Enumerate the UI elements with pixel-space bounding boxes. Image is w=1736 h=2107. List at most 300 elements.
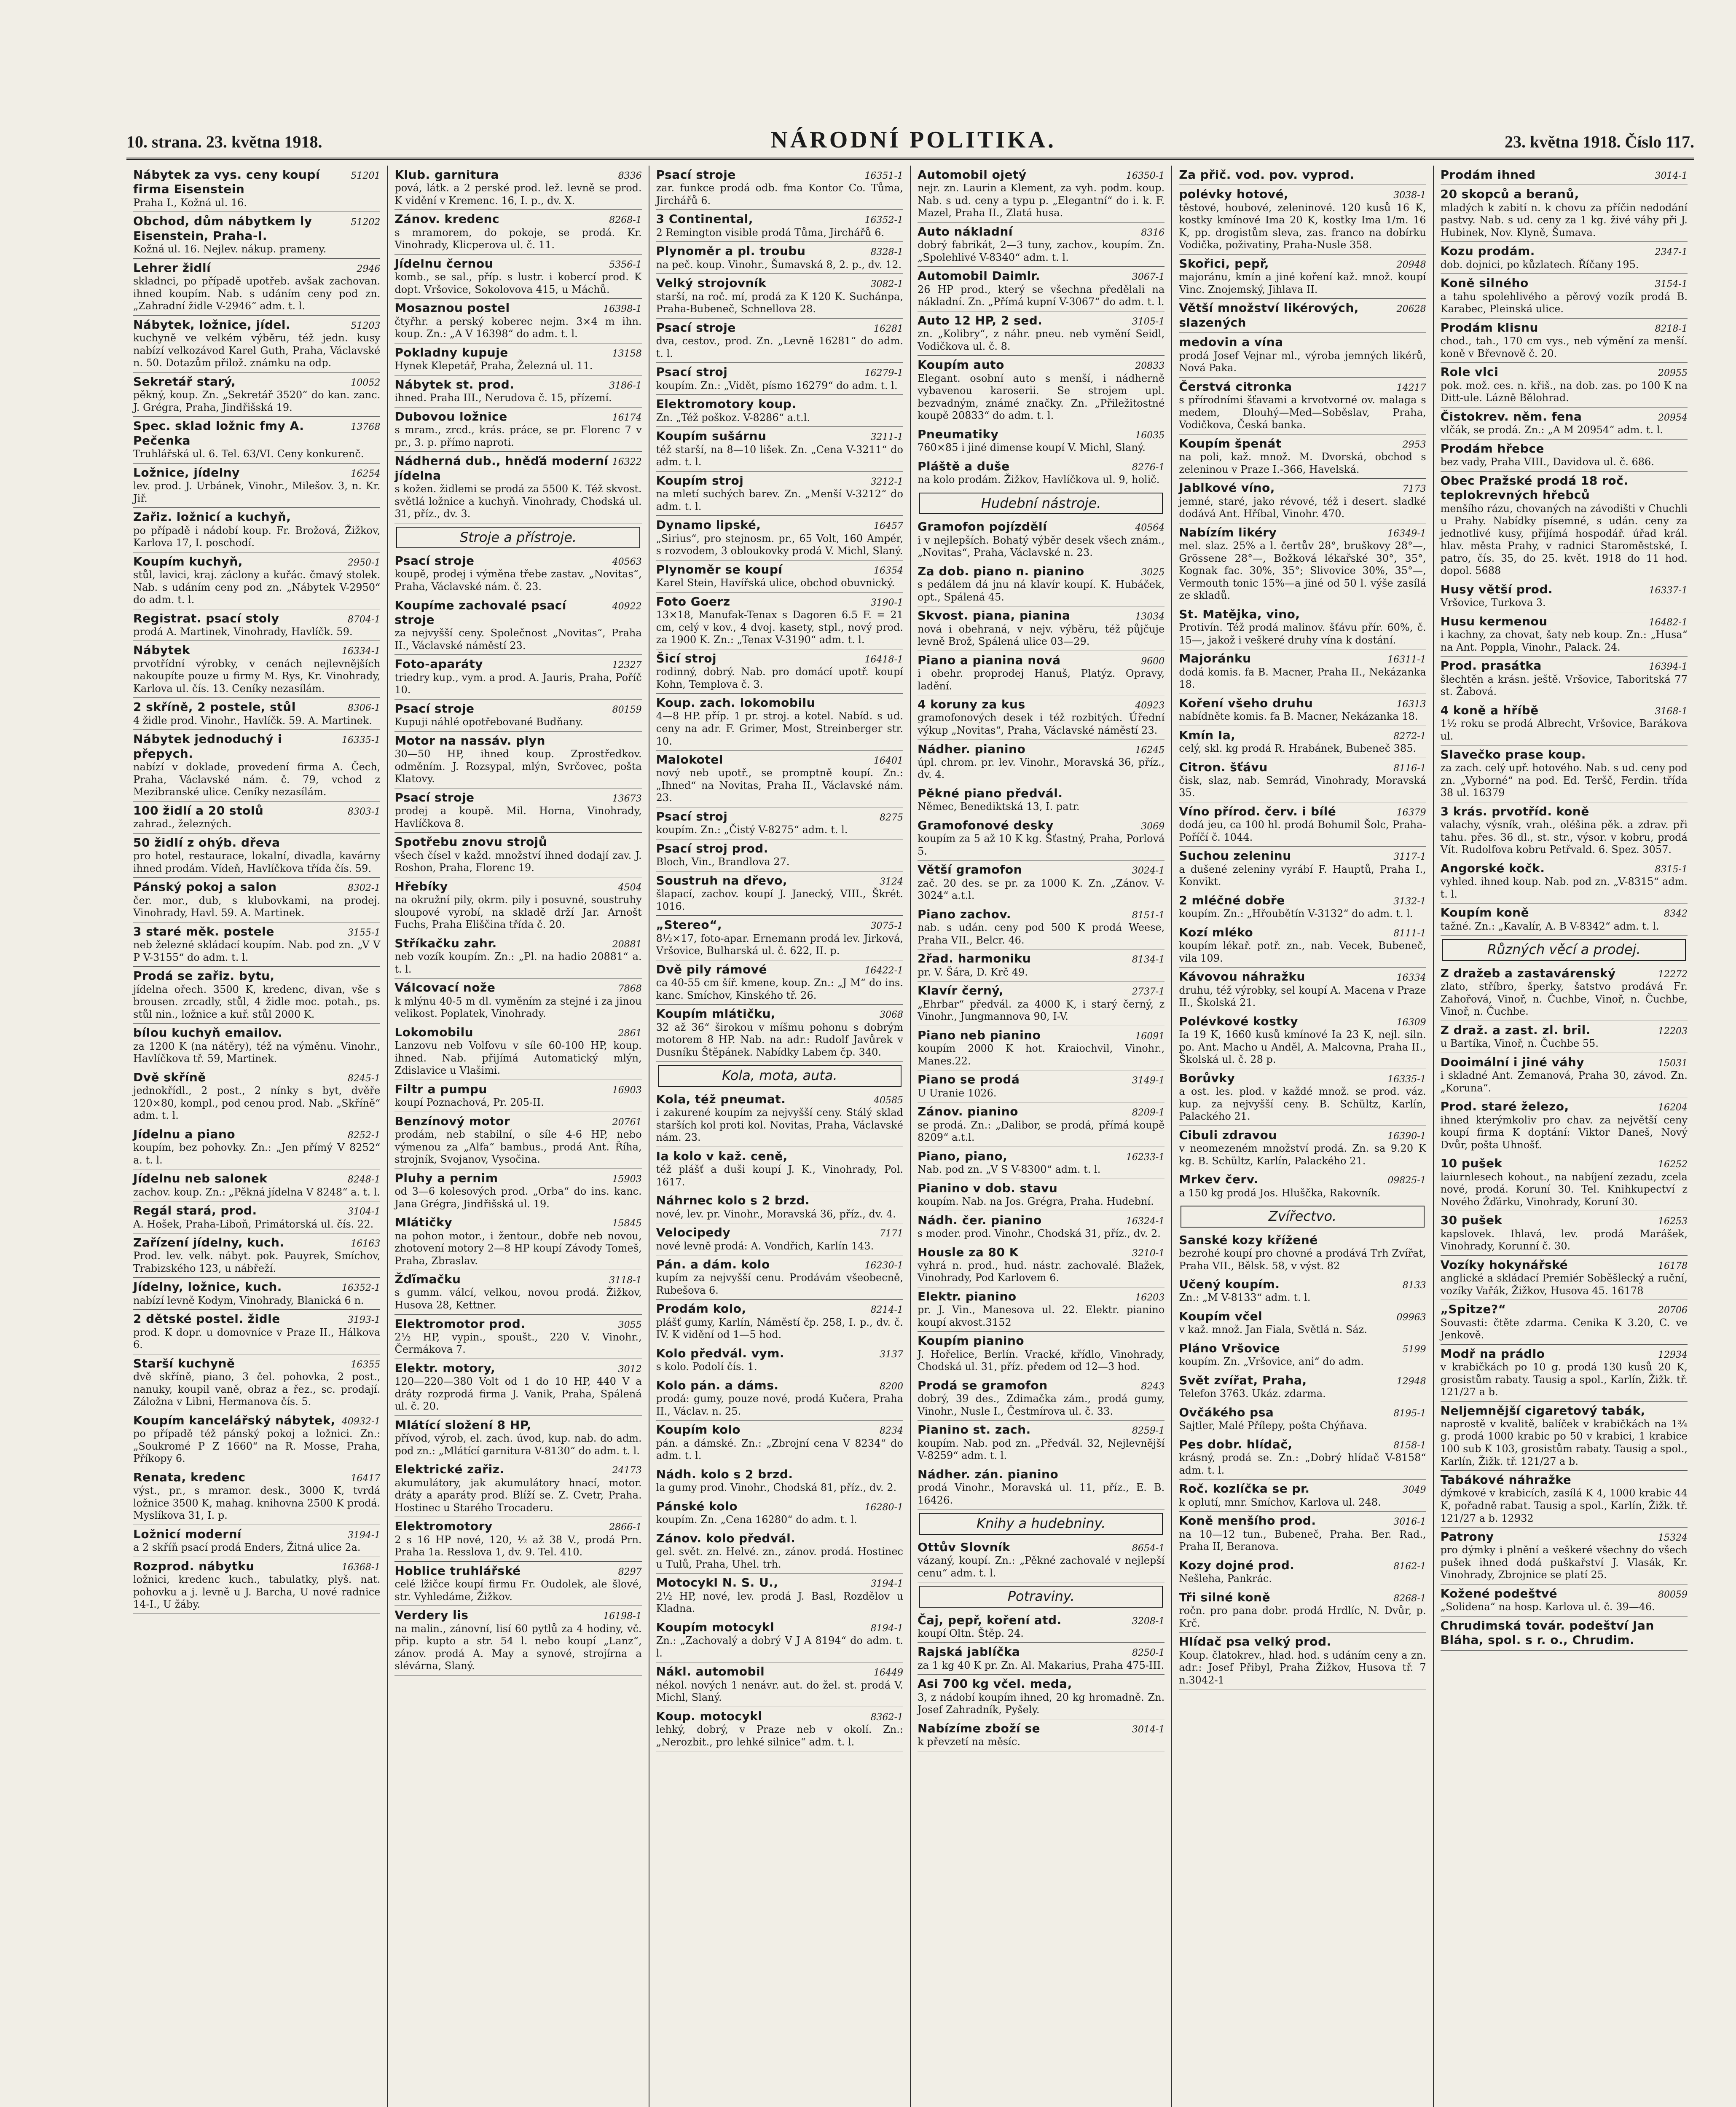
- classified-ad: [656, 1529, 903, 1574]
- ad-title: Nádher. pianino: [917, 742, 1026, 756]
- classified-ad: [656, 592, 903, 649]
- ad-body: dvě skříně, piano, 3 čel. pohovka, 2 post., nanuky, koupil vaně, obraz a řez., sc. prodají. Záložna v Libni, Hermanova čís. 5.: [133, 1371, 381, 1408]
- ad-header: [133, 1171, 380, 1186]
- ad-header: [1179, 301, 1426, 330]
- ad-body: koupím. Nab. na Jos. Grégra, Praha. Hudební.: [917, 1196, 1154, 1208]
- ad-header: [1179, 168, 1426, 182]
- classified-ad: [1179, 1556, 1426, 1588]
- ad-header: [656, 212, 903, 226]
- classified-ad: [1179, 1275, 1426, 1307]
- ad-title: Prod. prasátka: [1440, 659, 1542, 673]
- ad-code: 8315-1: [1655, 864, 1688, 875]
- ad-header: [133, 732, 380, 761]
- ad-body: na kolo prodám. Žižkov, Havlíčkova ul. 9, holič.: [917, 474, 1160, 486]
- classified-ad: [1179, 185, 1426, 255]
- classified-ad: [394, 1416, 641, 1460]
- classified-ad: [133, 878, 380, 922]
- ad-code: 16449: [873, 1667, 903, 1678]
- ad-body: prodá A. Martinek, Vinohrady, Havlíčk. 59.: [133, 625, 353, 638]
- ad-body: čtyřhr. a perský koberec nejm. 3×4 m ihn. koup. Zn.: „A V 16398“ do adm. t. l.: [394, 315, 642, 340]
- ad-title: Prodám klisnu: [1440, 320, 1538, 335]
- classified-ad: [394, 1023, 641, 1080]
- ad-title: Dvě pily rámové: [656, 962, 767, 976]
- ad-body: koupím. Zn.: „Čistý V-8275“ adm. t. l.: [656, 824, 848, 836]
- ad-title: Jídelnu černou: [394, 256, 494, 271]
- ad-code: 8259-1: [1132, 1426, 1165, 1437]
- ad-title: Nábytek: [133, 643, 191, 657]
- classified-ad: [656, 472, 903, 516]
- ad-body: zn. „Kolibry“, z náhr. pneu. neb vymění Seidl, Vodičkova ul. č. 8.: [917, 328, 1165, 352]
- ad-header: [656, 1467, 903, 1482]
- classified-ad: [1179, 1126, 1426, 1170]
- classified-ad: [1441, 1300, 1688, 1344]
- ad-title: Koupím kuchyň,: [133, 554, 243, 568]
- classified-ad: [1441, 1256, 1688, 1300]
- classified-ad: [133, 259, 380, 316]
- ad-header: [1179, 380, 1426, 394]
- ad-body: nabídněte komis. fa B. Macner, Nekázanka 18.: [1179, 710, 1418, 723]
- ad-body: J. Hořelice, Berlín. Vracké, křídlo, Vinohrady, Chodská ul. 31, příz. předem od 12—3 hod.: [917, 1348, 1165, 1373]
- ad-title: Automobil Daimlr.: [917, 269, 1041, 283]
- ad-code: 16198-1: [603, 1611, 642, 1622]
- ad-body: ihned. Praha III., Nerudova č. 15, přízemí.: [394, 392, 612, 404]
- ad-body: Elegant. osobní auto s menší, i nádherně vybavenou karoserii. Se strojem upl. bezvadným, známé značky. Zn. „Přiležitostné koupě 20833“ do adm. t. l.: [917, 372, 1165, 422]
- ad-header: [133, 318, 380, 332]
- ad-body: anglické a skládací Premiér Soběšlecký a ruční, vozíky Vařák, Žižkov, Husova 45. 16178: [1440, 1272, 1688, 1297]
- ad-code: 15845: [612, 1218, 642, 1229]
- ad-title: 4 koruny za kus: [917, 697, 1025, 712]
- ad-header: [656, 321, 903, 335]
- classified-ad: [656, 319, 903, 363]
- ad-header: [133, 836, 380, 850]
- ad-body: za 1200 K (na nátěry), též na výměnu. Vinohr., Havlíčkova tř. 59, Martinek.: [133, 1040, 381, 1065]
- ad-title: 100 židlí a 20 stolů: [133, 803, 264, 818]
- ad-title: Šicí stroj: [656, 651, 717, 665]
- ad-title: Citron. šťávu: [1179, 760, 1268, 774]
- classified-ad: [133, 316, 380, 373]
- classified-ad: [133, 1557, 380, 1614]
- ad-body: výst., pr., s mramor. desk., 3000 K, tvrdá ložnice 3500 K, mahag. knihovna 2500 K prodá. Myslíkova 31, I. p.: [133, 1485, 381, 1522]
- classified-ad: [1441, 859, 1688, 903]
- ad-header: [656, 276, 903, 290]
- ad-header: [656, 1378, 903, 1393]
- ad-body: Zn. „Též poškoz. V-8286“ a.t.l.: [656, 411, 810, 424]
- ad-title: Nabízím likéry: [1179, 525, 1277, 539]
- ad-body: k převzetí na měsíc.: [917, 1736, 1020, 1748]
- ad-header: [1179, 1482, 1426, 1496]
- ad-code: 7868: [618, 984, 642, 995]
- ad-title: „Spitze?“: [1440, 1302, 1506, 1316]
- ad-title: Koup. motocykl: [656, 1709, 762, 1723]
- ad-body: nab. s udán. ceny pod 500 K prodá Weese, Praha VII., Belcr. 46.: [917, 922, 1165, 946]
- ad-code: 13673: [612, 793, 642, 804]
- ad-title: Pianino v dob. stavu: [917, 1181, 1058, 1195]
- ad-title: Vozíky hokynářské: [1440, 1257, 1568, 1272]
- ad-code: 3012: [618, 1364, 642, 1375]
- classified-ad: [656, 395, 903, 427]
- ad-title: Pláno Vršovice: [1179, 1341, 1280, 1355]
- ad-header: [133, 1127, 380, 1142]
- ad-body: bezrohé koupí pro chovné a prodává Trh Zvířat, Praha VII., Bělsk. 58, v výst. 82: [1179, 1247, 1426, 1272]
- ad-header: [656, 1007, 903, 1021]
- ad-title: Koně silného: [1440, 276, 1529, 290]
- ad-code: 16354: [873, 565, 903, 576]
- ad-code: 16335-1: [341, 735, 381, 746]
- classified-ad: [1441, 580, 1688, 612]
- classified-ad: [133, 730, 380, 801]
- ad-header: [133, 925, 380, 939]
- ad-code: 16174: [612, 412, 642, 423]
- ad-code: 8243: [1141, 1381, 1165, 1392]
- classified-ad: [1441, 185, 1688, 242]
- ad-title: Regál stará, prod.: [133, 1204, 257, 1218]
- ad-code: 40564: [1135, 523, 1165, 533]
- ad-code: 3069: [1141, 821, 1165, 832]
- ad-header: [918, 609, 1164, 623]
- classified-ad: [918, 651, 1164, 695]
- ad-code: 16281: [873, 323, 903, 334]
- ad-body: jemné, staré, jako révové, též i desert. sladké dodává Ant. Hříbal, Vinohr. 470.: [1179, 495, 1426, 520]
- ad-header: [918, 1721, 1164, 1736]
- ad-body: Praha I., Kožná ul. 16.: [133, 196, 247, 209]
- ad-header: [1179, 1172, 1426, 1187]
- ad-body: koupím 2000 K hot. Kraiochvil, Vinohr., Manes.22.: [917, 1043, 1165, 1067]
- ad-code: 2737-1: [1132, 986, 1165, 997]
- ad-title: Pneumatiky: [917, 427, 999, 441]
- ad-code: 8111-1: [1393, 928, 1426, 939]
- ad-body: pěkný, koup. Zn. „Sekretář 3520“ do kan. zanc. J. Grégra, Praha, Jindřišská 19.: [133, 389, 381, 413]
- classified-ad: [656, 1662, 903, 1707]
- ad-header: [394, 1171, 641, 1185]
- ad-title: Prod. staré železo,: [1440, 1099, 1569, 1114]
- ad-header: [1179, 1514, 1426, 1528]
- ad-code: 16390-1: [1387, 1131, 1426, 1142]
- section-header: Různých věcí a prodej.: [1442, 939, 1686, 960]
- ad-body: vyhrá n. prod., hud. nástr. zachovalé. Blažek, Vinohrady, Pod Karlovem 6.: [917, 1259, 1165, 1284]
- classified-ad: [656, 1618, 903, 1662]
- ad-code: 8134-1: [1132, 954, 1165, 965]
- ad-code: 12948: [1396, 1376, 1426, 1387]
- ad-body: Souvasti: čtěte zdarma. Cenika K 3.20, C. ve Jenkově.: [1440, 1316, 1688, 1341]
- ad-code: 8272-1: [1393, 731, 1426, 742]
- classified-ad: [1441, 1211, 1688, 1255]
- ad-title: Svět zvířat, Praha,: [1179, 1373, 1307, 1387]
- classified-ad: [133, 802, 380, 834]
- ad-title: Nábytek jednoduchý i přepych.: [133, 732, 282, 761]
- ad-title: Motocykl N. S. U.,: [656, 1576, 778, 1590]
- ad-code: 3190-1: [870, 597, 903, 608]
- ad-code: 7171: [879, 1228, 903, 1239]
- ad-header: [918, 1613, 1164, 1627]
- ad-code: 3024-1: [1132, 866, 1165, 877]
- ad-code: 8303-1: [347, 806, 381, 817]
- ad-header: [133, 419, 380, 448]
- ad-title: Větší gramofon: [917, 863, 1022, 877]
- ad-code: 16313: [1396, 699, 1426, 710]
- ad-body: těstové, houbové, zeleninové. 120 kusů 16 K, kostky kmínové Ima 20 K, kostky Ima 1/m. 16 K, pp. drogistům sleva, zas. franco na dobírku Vodička, poživatiny, Praha-Nusle 358.: [1179, 201, 1426, 251]
- ad-code: 8158-1: [1393, 1440, 1426, 1451]
- ad-body: koupím lékař. potř. zn., nab. Vecek, Bubeneč, vila 109.: [1179, 940, 1426, 964]
- classified-ad: [918, 1102, 1164, 1147]
- column-6: [1434, 166, 1694, 2107]
- ad-code: 8248-1: [347, 1174, 381, 1185]
- ad-code: 2950-1: [347, 557, 381, 568]
- ad-body: nový neb upotř., se promptně koupí. Zn.: „Ihned“ na Novitas, Praha II., Václavské nám. 23.: [656, 767, 903, 804]
- ad-header: [133, 1204, 380, 1218]
- ad-header: [1179, 696, 1426, 710]
- ad-code: 8302-1: [347, 883, 381, 894]
- ad-body: ca 40-55 cm šíř. kmene, koup. Zn.: „J M“ do ins. kanc. Smíchov, Kinského tř. 26.: [656, 977, 903, 1001]
- classified-ad: [1441, 166, 1688, 185]
- classified-ad: [918, 267, 1164, 311]
- ad-code: 3068: [879, 1010, 903, 1021]
- ad-title: Koupím koně: [1440, 906, 1529, 920]
- ad-body: 26 HP prod., který se všechna předělali na nákladní. Zn. „Přímá kupní V-3067“ do adm. t. l.: [917, 283, 1165, 308]
- ad-body: pro dýmky i plnění a veškeré všechny do všech pušek ihned dodá puškařství J. Vlasák, Kr. Vinohrady, Zbrojnice se platí 25.: [1440, 1544, 1688, 1581]
- ad-title: Psací stroje: [394, 790, 475, 804]
- classified-ad: [656, 751, 903, 807]
- classified-ad: [133, 464, 380, 508]
- ad-code: 3055: [618, 1319, 642, 1330]
- ad-code: 3104-1: [347, 1206, 381, 1217]
- ad-header: [656, 595, 903, 609]
- ad-title: Gramofon pojízdělí: [917, 520, 1047, 534]
- ad-header: [1179, 651, 1426, 666]
- ad-body: pok. mož. ces. n. křiš., na dob. zas. po 100 K na Ditt-ule. Lázně Bělohrad.: [1440, 379, 1688, 404]
- ad-header: [918, 1028, 1164, 1043]
- classified-ad: [1179, 1633, 1426, 1689]
- ad-body: a ost. les. plod. v každé množ. se prod. váz. kup. za nejvyšší ceny. B. Schültz, Karlín, Palackého 21.: [1179, 1086, 1426, 1123]
- classified-ad: [1441, 472, 1688, 580]
- column-4: [911, 166, 1172, 2107]
- ad-title: Klub. garnitura: [394, 168, 499, 182]
- ad-header: [1441, 1530, 1688, 1544]
- classified-ad: [918, 1147, 1164, 1179]
- ad-code: 8194-1: [870, 1623, 903, 1634]
- ad-body: na malin., zánovní, lisí 60 pytlů za 4 hodiny, vč. přip. kupto a str. 54 l. nebo koupí „Lanz“, zánov. prodá A. May a synové, strojírna a slévárna, Slaný.: [394, 1622, 642, 1672]
- ad-body: starší, na roč. mí, prodá za K 120 K. Suchánpa, Praha-Bubeneč, Schnellova 28.: [656, 290, 903, 315]
- ad-code: 13768: [351, 422, 381, 433]
- ad-code: 2953: [1402, 439, 1426, 450]
- ad-body: zar. funkce prodá odb. fma Kontor Co. Tůma, Jirchářů 6.: [656, 182, 903, 206]
- ad-body: „Sirius“, pro stejnosm. pr., 65 Volt, 160 Ampér, s rozvodem, 3 obloukovky prodá V. Michl, Slaný.: [656, 532, 903, 557]
- ad-body: Protivín. Též prodá malinov. šťávu přír. 60%, č. 15—, jakož i veškeré druhy vína k dostání.: [1179, 622, 1426, 646]
- ad-code: 8297: [618, 1566, 642, 1577]
- ad-body: po případě i nádobí koup. Fr. Brožová, Žižkov, Karlova 17, I. poschodí.: [133, 524, 381, 549]
- ad-body: koupím. Zn.: „Vidět, písmo 16279“ do adm. t. l.: [656, 379, 898, 391]
- ad-code: 8151-1: [1132, 910, 1165, 921]
- ad-title: Čistokrev. něm. fena: [1440, 409, 1582, 424]
- ad-title: Ia kolo v kaž. ceně,: [656, 1149, 788, 1163]
- ad-body: ročn. pro pana dobr. prodá Hrdlíc, N. Dvůr, p. Krč.: [1179, 1605, 1426, 1629]
- ad-code: 3168-1: [1655, 706, 1688, 717]
- ad-code: 3014-1: [1132, 1724, 1165, 1735]
- ad-body: Prod. lev. velk. nábyt. pok. Pauyrek, Smíchov, Trabizského 123, u nábřeží.: [133, 1250, 381, 1274]
- classified-ad: [1441, 745, 1688, 802]
- ad-header: [1441, 748, 1688, 762]
- ad-title: Psací stroje: [394, 701, 475, 716]
- ad-header: [394, 879, 641, 894]
- ad-code: 20955: [1658, 368, 1688, 379]
- ad-header: [656, 1149, 903, 1163]
- ad-header: [1441, 321, 1688, 335]
- classified-ad: [394, 1315, 641, 1359]
- classified-ad: [918, 1538, 1164, 1582]
- classified-ad: [656, 274, 903, 318]
- classified-ad: [133, 1068, 380, 1125]
- ad-code: 8336: [618, 171, 642, 181]
- ad-body: gramofonových desek i též rozbitých. Úřední výkup „Novitas“, Praha, Václavské náměstí 23.: [917, 712, 1165, 736]
- ad-body: na 10—12 tun., Bubeneč, Praha. Ber. Rad., Praha II, Beranova.: [1179, 1528, 1426, 1553]
- classified-ad: [394, 596, 641, 655]
- ad-header: [656, 842, 903, 856]
- ad-code: 12272: [1658, 969, 1688, 980]
- classified-ad: [1179, 1339, 1426, 1371]
- ad-header: [1441, 1213, 1688, 1228]
- classified-ad: [133, 417, 380, 463]
- ad-body: nové, lev. pr. Vinohr., Moravská 36, příz., dv. 4.: [656, 1208, 896, 1220]
- classified-ad: [1179, 923, 1426, 968]
- classified-ad: [1179, 1012, 1426, 1069]
- ad-title: Registrat. psací stoly: [133, 611, 279, 625]
- ad-body: od 3—6 kolesových prod. „Orba“ do ins. kanc. Jana Grégra, Jindřišská ul. 19.: [394, 1185, 642, 1210]
- ad-code: 8252-1: [347, 1130, 381, 1141]
- classified-ad: [1441, 1402, 1688, 1471]
- ad-header: [1179, 1437, 1426, 1452]
- ad-code: 51201: [351, 171, 381, 181]
- ad-title: Automobil ojetý: [917, 168, 1027, 182]
- classified-ad: [1179, 802, 1426, 847]
- ad-header: [918, 786, 1164, 801]
- ad-title: Zařiz. ložnicí a kuchyň,: [133, 510, 291, 524]
- ad-title: Velocipedy: [656, 1225, 731, 1240]
- classified-ad: [656, 1574, 903, 1618]
- ad-code: 8245-1: [347, 1073, 381, 1084]
- ad-body: koupím. Nab. pod zn. „Předvál. 32, Nejlevnější V-8259“ adm. t. l.: [917, 1437, 1165, 1462]
- ad-body: šlapací, zachov. koupí J. Janecký, VIII., Škrét. 1016.: [656, 888, 903, 912]
- ad-title: Husy větší prod.: [1440, 582, 1553, 596]
- ad-code: 20706: [1658, 1305, 1688, 1316]
- ad-body: ložnici, kredenc kuch., tabulatky, plyš. nat. pohovku a j. levně u J. Barcha, U nové radnice 14-I., U žáby.: [133, 1574, 381, 1611]
- ad-title: Psací stroj: [656, 810, 728, 823]
- ad-body: Zn.: „M V-8133“ adm. t. l.: [1179, 1292, 1311, 1304]
- ad-title: Lehrer židlí: [133, 260, 211, 275]
- classified-ad: [918, 860, 1164, 905]
- section-header: Stroje a přístroje.: [396, 527, 640, 548]
- ad-body: 2½ HP, vypin., spoušt., 220 V. Vinohr., Čermákova 7.: [394, 1331, 642, 1356]
- ad-header: [656, 1423, 903, 1437]
- classified-ad: [1179, 1371, 1426, 1403]
- ad-header: [656, 753, 903, 767]
- ad-title: Kolo předvál. vym.: [656, 1346, 785, 1360]
- ad-code: 8306-1: [347, 703, 381, 714]
- ad-title: Kávovou náhražku: [1179, 970, 1305, 984]
- ad-body: koupím, bez pohovky. Zn.: „Jen přímý V 8252“ a. t. l.: [133, 1142, 381, 1166]
- ad-header: [656, 1576, 903, 1590]
- ad-body: na mletí suchých barev. Zn. „Menší V-3212“ do adm. t. l.: [656, 488, 903, 512]
- ad-header: [1441, 1258, 1688, 1272]
- ad-title: Elektromotory koup.: [656, 397, 797, 411]
- ad-header: [918, 697, 1164, 712]
- ad-title: 30 pušek: [1440, 1213, 1503, 1228]
- column-5: [1172, 166, 1433, 2107]
- ad-body: pr. V. Šára, D. Krč 49.: [917, 966, 1028, 978]
- ad-code: 8234: [879, 1426, 903, 1437]
- classified-ad: [133, 212, 380, 258]
- ad-title: Z draž. a zast. zl. bril.: [1440, 1023, 1591, 1037]
- ad-title: Rozprod. nábytku: [133, 1559, 255, 1573]
- ad-title: Zánov. kolo předvál.: [656, 1531, 796, 1545]
- page-info: 10. strana. 23. května 1918.: [126, 132, 322, 151]
- ad-code: 16337-1: [1649, 585, 1688, 596]
- ad-header: [1441, 442, 1688, 456]
- classified-ad: [1441, 1584, 1688, 1616]
- classified-ad: [656, 242, 903, 274]
- ad-body: nabízí v doklade, provedení firma A. Čech, Praha, Václavské nám. č. 79, vchod z Mezibranské ulice. Ceníky nezasílám.: [133, 761, 381, 798]
- ad-body: Truhlářská ul. 6. Tel. 63/VI. Ceny konkurenč.: [133, 448, 364, 460]
- ad-title: Učený koupím.: [1179, 1277, 1280, 1292]
- ad-header: [918, 520, 1164, 534]
- ad-body: nékol. nových 1 nenávr. aut. do žel. st. prodá V. Michl, Slaný.: [656, 1679, 903, 1704]
- ad-header: [394, 168, 641, 182]
- ad-title: Modř na prádlo: [1440, 1346, 1545, 1361]
- ad-body: jídelna ořech. 3500 K, kredenc, divan, vše s brousen. zrcadly, stůl, 4 židle moc. potah., ps. stůl nin., ložnice a kuř. stůl 2000 K.: [133, 983, 381, 1020]
- ad-body: za 1 kg 40 K pr. Zn. Al. Makarius, Praha 475-III.: [917, 1659, 1164, 1671]
- classified-ad: [394, 1169, 641, 1213]
- ad-code: 3193-1: [347, 1315, 381, 1326]
- ad-header: [133, 643, 380, 657]
- ad-header: [918, 1378, 1164, 1393]
- classified-ad: [1179, 649, 1426, 694]
- ad-header: [656, 1225, 903, 1240]
- ad-code: 3194-1: [870, 1579, 903, 1590]
- classified-ad: [918, 311, 1164, 356]
- ad-code: 3016-1: [1393, 1517, 1426, 1528]
- ad-header: [1179, 187, 1426, 201]
- ad-title: Soustruh na dřevo,: [656, 873, 788, 887]
- ad-body: chod., tah., 170 cm vys., neb výmění za menší. koně v Břevnově č. 20.: [1440, 335, 1688, 359]
- classified-ad: [1179, 758, 1426, 802]
- ad-header: [133, 1356, 380, 1371]
- ad-body: rodinný, dobrý. Nab. pro domácí upotř. koupí Kohn, Templova č. 3.: [656, 666, 903, 690]
- ad-code: 9600: [1141, 656, 1165, 667]
- classified-ad: [918, 695, 1164, 740]
- ad-body: na peč. koup. Vinohr., Šumavská 8, 2. p., dv. 12.: [656, 258, 902, 271]
- ad-title: Foto Goerz: [656, 594, 730, 609]
- ad-code: 3118-1: [609, 1275, 642, 1286]
- ad-code: 16253: [1658, 1216, 1688, 1227]
- ad-title: Chrudimská továr. podeštví Jan Bláha, spol. s r. o., Chrudim.: [1440, 1618, 1654, 1647]
- classified-ad: [656, 1005, 903, 1062]
- ad-header: [656, 1257, 903, 1272]
- ad-body: celý, skl. kg prodá R. Hrabánek, Bubeneč 385.: [1179, 743, 1417, 755]
- classified-ad: [133, 1310, 380, 1354]
- ad-title: Nákl. automobil: [656, 1665, 765, 1679]
- ad-header: [1179, 1309, 1426, 1324]
- ad-header: [1441, 659, 1688, 673]
- ad-title: Prodá se gramofon: [917, 1378, 1048, 1392]
- classified-ad: [918, 562, 1164, 606]
- ad-title: Prodám ihned: [1440, 168, 1536, 182]
- ad-header: [656, 962, 903, 977]
- classified-ad: [1179, 166, 1426, 185]
- ad-body: Kupuji náhlé opotřebované Budňany.: [394, 716, 583, 728]
- ad-body: Nešleha, Pankrác.: [1179, 1573, 1272, 1585]
- ad-title: Psací stroje: [656, 320, 736, 335]
- ad-header: [656, 1531, 903, 1546]
- ad-header: [656, 397, 903, 411]
- ad-code: 16355: [351, 1359, 381, 1370]
